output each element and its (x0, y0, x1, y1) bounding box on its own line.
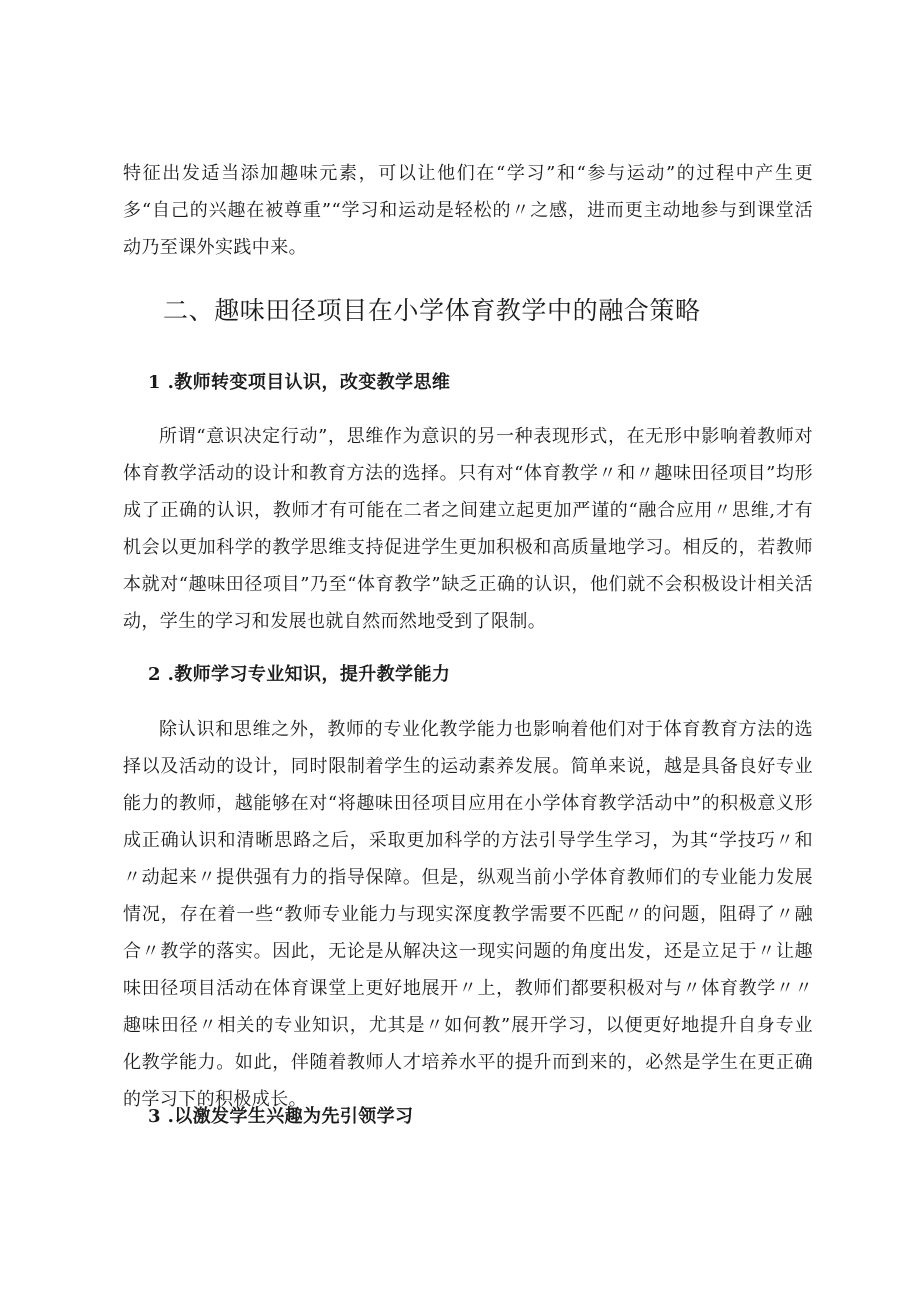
subsection-3-title: 3 .以激发学生兴趣为先引领学习 (148, 1106, 414, 1127)
section-heading: 二、趣味田径项目在小学体育教学中的融合策略 (163, 296, 701, 325)
intro-paragraph: 特征出发适当添加趣味元素，可以让他们在“学习”和“参与运动”的过程中产生更多“自己的兴趣在被尊重”“学习和运动是轻松的〃之感，进而更主动地参与到课堂活动乃至课外实践中来。 (123, 163, 813, 258)
subsection-2-title: 2 .教师学习专业知识，提升教学能力 (148, 664, 451, 685)
subsection-1-body: 所谓“意识决定行动”，思维作为意识的另一种表现形式，在无形中影响着教师对体育教学活动的设计和教育方法的选择。只有对“体育教学〃和〃趣味田径项目”均形成了正确的认识，教师才有可能在二者之间建立起更加严谨的“融合应用〃思维,才有机会以更加科学的教学思维支持促进学生更加积极和高质量地学习。相反的，若教师本就对“趣味田径项目”乃至“体育教学”缺乏正确的认识，他们就不会积极设计相关活动，学生的学习和发展也就自然而然地受到了限制。 (123, 426, 813, 632)
subsection-1-title: 1 .教师转变项目认识，改变教学思维 (148, 372, 451, 393)
subsection-2-body: 除认识和思维之外，教师的专业化教学能力也影响着他们对于体育教育方法的选择以及活动的设计，同时限制着学生的运动素养发展。简单来说，越是具备良好专业能力的教师，越能够在对“将趣味田径项目应用在小学体育教学活动中”的积极意义形成正确认识和清晰思路之后，采取更加科学的方法引导学生学习，为其“学技巧〃和〃动起来〃提供强有力的指导保障。但是，纵观当前小学体育教师们的专业能力发展情况，存在着一些“教师专业能力与现实深度教学需要不匹配〃的问题，阻碍了〃融合〃教学的落实。因此，无论是从解决这一现实问题的角度出发，还是立足于〃让趣味田径项目活动在体育课堂上更好地展开〃上，教师们都要积极对与〃体育教学〃〃趣味田径〃相关的专业知识，尤其是〃如何教”展开学习，以便更好地提升自身专业化教学能力。如此，伴随着教师人才培养水平的提升而到来的，必然是学生在更正确的学习下的积极成长。 (123, 719, 813, 1110)
